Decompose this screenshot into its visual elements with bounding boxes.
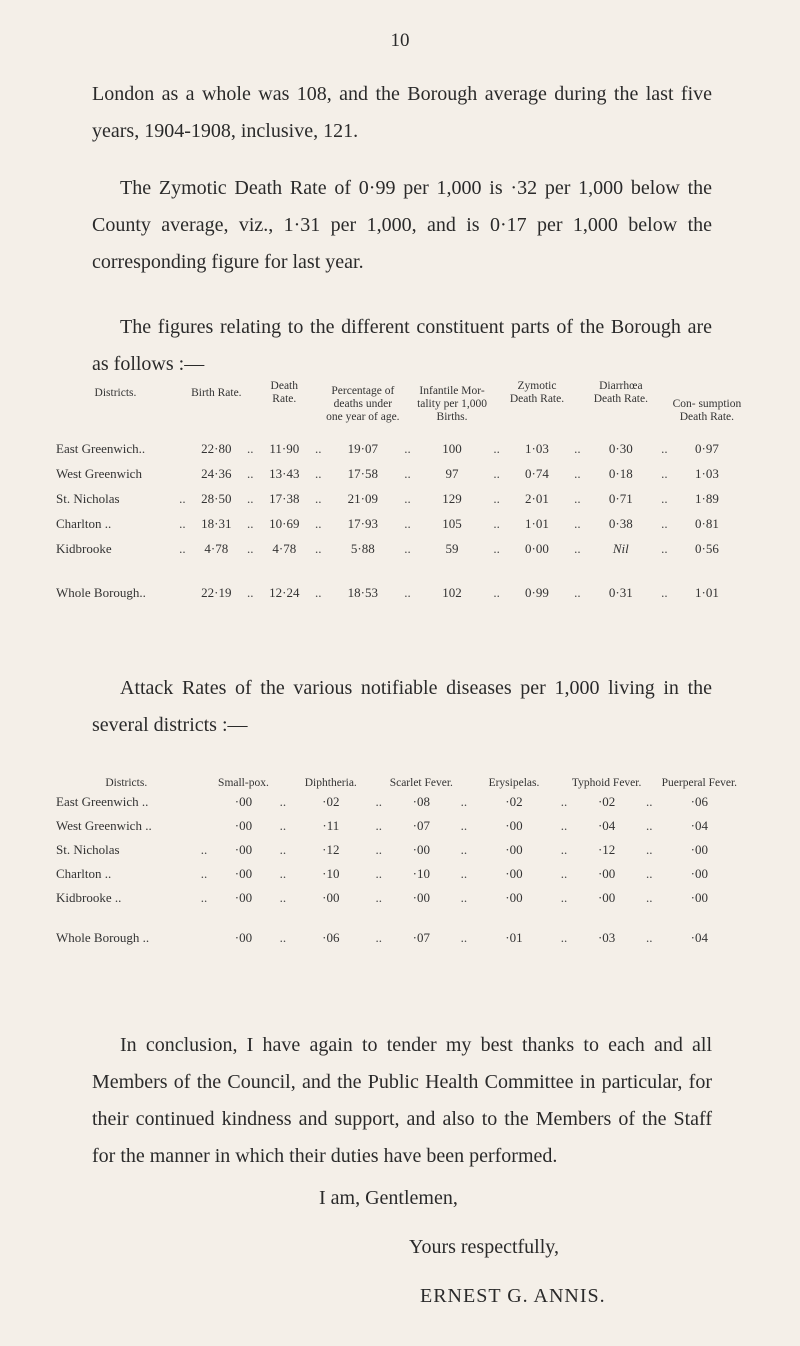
cell: 12·24 xyxy=(269,585,300,600)
cell: ·00 xyxy=(322,890,340,905)
cell: ·04 xyxy=(690,930,709,945)
cell: 4·78 xyxy=(272,540,297,556)
valediction: Yours respectfully, xyxy=(409,1236,559,1258)
cell: 0·30 xyxy=(608,440,633,456)
cell: ·03 xyxy=(597,930,616,945)
cell: 1·03 xyxy=(694,465,719,481)
cell: 59 xyxy=(445,540,459,556)
cell: ·06 xyxy=(322,930,340,945)
cell: ·00 xyxy=(234,930,253,945)
district-name: Kidbrooke xyxy=(56,540,112,556)
cell: ·12 xyxy=(597,842,616,857)
cell: 19·07 xyxy=(347,440,379,456)
cell: ·00 xyxy=(505,890,523,905)
header-zymotic-rate: Zymotic Death Rate. xyxy=(509,380,565,405)
cell: 1·89 xyxy=(694,490,719,506)
header-birth-rate: Birth Rate. xyxy=(191,386,242,399)
cell: 0·97 xyxy=(694,440,719,456)
district-rates-table xyxy=(56,362,742,607)
cell: 18·31 xyxy=(201,515,232,531)
cell: 10·69 xyxy=(269,515,300,531)
cell: 22·19 xyxy=(201,585,232,600)
district-name: West Greenwich .. xyxy=(56,818,152,833)
header-diphtheria: Diphtheria. xyxy=(304,777,357,789)
table-row: Charlton .. .. ·00 .. ·10 .. ·10 .. ·00 .. ·00 .. ·00 xyxy=(56,862,742,886)
cell: ·04 xyxy=(690,818,709,833)
cell: ·00 xyxy=(597,890,616,905)
cell: ·02 xyxy=(597,794,616,809)
cell: 97 xyxy=(445,465,459,481)
cell: ·00 xyxy=(234,818,253,833)
header-death-rate: Death Rate. xyxy=(270,380,299,405)
cell: 28·50 xyxy=(201,490,232,506)
cell: ·00 xyxy=(234,794,253,809)
header-typhoid-fever: Typhoid Fever. xyxy=(571,777,642,789)
district-name: St. Nicholas xyxy=(56,842,120,857)
table-row: Charlton .. .. 18·31 .. 10·69 .. 17·93 .. 105 .. 1·01 .. 0·38 .. 0·81 xyxy=(56,511,742,536)
header-small-pox: Small-pox. xyxy=(218,777,269,789)
table-row: Kidbrooke .. 4·78 .. 4·78 .. 5·88 .. 59 .. 0·00 .. Nil .. 0·56 xyxy=(56,536,742,561)
cell: ·00 xyxy=(505,842,523,857)
cell: 1·01 xyxy=(525,515,549,531)
cell: 0·99 xyxy=(525,585,549,600)
cell: ·08 xyxy=(412,794,430,809)
district-name: Whole Borough .. xyxy=(56,930,150,945)
table-row: Kidbrooke .. .. ·00 .. ·00 .. ·00 .. ·00 .. ·00 .. ·00 xyxy=(56,886,742,910)
page-number: 10 xyxy=(390,30,410,51)
district-name: Charlton .. xyxy=(56,515,112,531)
district-name: St. Nicholas xyxy=(56,490,120,506)
cell: 102 xyxy=(442,585,462,600)
cell: 11·90 xyxy=(269,440,300,456)
cell: ·11 xyxy=(322,818,340,833)
cell: ·00 xyxy=(505,818,523,833)
cell: 22·80 xyxy=(201,440,232,456)
district-name: East Greenwich .. xyxy=(56,794,149,809)
paragraph-london-average: London as a whole was 108, and the Borough average during the last five years, 1904-1908, inclusive, 121. xyxy=(92,83,712,142)
cell: ·00 xyxy=(234,842,253,857)
cell: ·04 xyxy=(597,818,616,833)
district-name: Charlton .. xyxy=(56,866,112,881)
cell: 0·38 xyxy=(608,515,633,531)
cell: ·00 xyxy=(690,890,709,905)
cell: ·00 xyxy=(690,842,709,857)
header-erysipelas: Erysipelas. xyxy=(488,777,540,789)
cell: Nil xyxy=(612,540,629,556)
cell: ·10 xyxy=(322,866,340,881)
district-name: Whole Borough.. xyxy=(56,585,146,600)
cell: 0·81 xyxy=(694,515,719,531)
table-row-total: Whole Borough.. 22·19 .. 12·24 .. 18·53 .. 102 .. 0·99 .. 0·31 .. 1·01 xyxy=(56,561,742,607)
cell: ·00 xyxy=(412,842,430,857)
district-name: West Greenwich xyxy=(56,465,142,481)
cell: 17·93 xyxy=(347,515,379,531)
paragraph-constituent-intro: The figures relating to the different constituent parts of the Borough are as follows :— xyxy=(92,316,712,375)
table-row: West Greenwich .. ·00 .. ·11 .. ·07 .. ·00 .. ·04 .. ·04 xyxy=(56,814,742,838)
cell: 0·74 xyxy=(525,465,549,481)
table-row: East Greenwich .. ·00 .. ·02 .. ·08 .. ·02 .. ·02 .. ·06 xyxy=(56,790,742,814)
header-puerperal-fever: Puerperal Fever. xyxy=(661,777,738,789)
cell: ·02 xyxy=(505,794,523,809)
cell: 21·09 xyxy=(347,490,379,506)
cell: 1·01 xyxy=(694,585,719,600)
paragraph-zymotic-rate: The Zymotic Death Rate of 0·99 per 1,000 is ·32 per 1,000 below the County average, viz., 1·31 per 1,000, and is 0·17 per 1,000 below the corresponding figure for last year. xyxy=(92,177,712,273)
paragraph-conclusion: In conclusion, I have again to tender my best thanks to each and all Members of the Council, and the Public Health Committee in particular, for their continued kindness and support, and also to the Members of the Staff for the manner in which their duties have been performed. xyxy=(92,1034,712,1167)
table-row: West Greenwich 24·36 .. 13·43 .. 17·58 .. 97 .. 0·74 .. 0·18 .. 1·03 xyxy=(56,461,742,486)
cell: 1·03 xyxy=(525,440,549,456)
cell: 18·53 xyxy=(347,585,379,600)
cell: ·12 xyxy=(322,842,340,857)
table-row: St. Nicholas .. ·00 .. ·12 .. ·00 .. ·00 .. ·12 .. ·00 xyxy=(56,838,742,862)
cell: ·02 xyxy=(322,794,340,809)
paragraph-attack-rates-intro: Attack Rates of the various notifiable diseases per 1,000 living in the several districts :— xyxy=(92,677,712,736)
salutation: I am, Gentlemen, xyxy=(319,1187,458,1209)
header-percentage-deaths: Percentage of deaths under one year of age. xyxy=(326,385,400,423)
district-name: Kidbrooke .. xyxy=(56,890,122,905)
table-row: East Greenwich.. 22·80 .. 11·90 .. 19·07 .. 100 .. 1·03 .. 0·30 .. 0·97 xyxy=(56,436,742,461)
cell: 4·78 xyxy=(204,540,229,556)
cell: ·00 xyxy=(597,866,616,881)
cell: ·00 xyxy=(690,866,709,881)
cell: 0·18 xyxy=(608,465,633,481)
cell: 0·31 xyxy=(608,585,633,600)
header-districts: Districts. xyxy=(94,386,137,399)
cell: 0·00 xyxy=(525,540,549,556)
cell: 17·38 xyxy=(269,490,300,506)
signature: ERNEST G. ANNIS. xyxy=(420,1285,606,1307)
cell: ·00 xyxy=(412,890,430,905)
cell: 0·71 xyxy=(608,490,633,506)
cell: ·00 xyxy=(505,866,523,881)
cell: ·10 xyxy=(412,866,430,881)
cell: 105 xyxy=(442,515,462,531)
header-scarlet-fever: Scarlet Fever. xyxy=(389,777,453,789)
header-districts: Districts. xyxy=(105,777,148,789)
cell: 129 xyxy=(442,490,462,506)
district-name: East Greenwich.. xyxy=(56,440,146,456)
cell: 0·56 xyxy=(694,540,719,556)
cell: ·00 xyxy=(234,866,253,881)
cell: ·01 xyxy=(505,930,523,945)
cell: 17·58 xyxy=(347,465,379,481)
cell: 5·88 xyxy=(350,540,375,556)
cell: 2·01 xyxy=(525,490,549,506)
cell: 24·36 xyxy=(201,465,232,481)
header-consumption-rate: Con- sumption Death Rate. xyxy=(672,398,742,423)
cell: 13·43 xyxy=(269,465,300,481)
cell: ·07 xyxy=(412,930,430,945)
cell: ·07 xyxy=(412,818,430,833)
cell: 100 xyxy=(442,440,462,456)
table-row-total: Whole Borough .. ·00 .. ·06 .. ·07 .. ·01 .. ·03 .. ·04 xyxy=(56,910,742,950)
cell: ·00 xyxy=(234,890,253,905)
table-row: St. Nicholas .. 28·50 .. 17·38 .. 21·09 .. 129 .. 2·01 .. 0·71 .. 1·89 xyxy=(56,486,742,511)
cell: ·06 xyxy=(690,794,709,809)
header-diarrhoea-rate: Diarrhœa Death Rate. xyxy=(593,380,648,405)
attack-rates-table xyxy=(56,760,742,950)
header-infantile-mortality: Infantile Mor- tality per 1,000 Births. xyxy=(417,385,488,423)
